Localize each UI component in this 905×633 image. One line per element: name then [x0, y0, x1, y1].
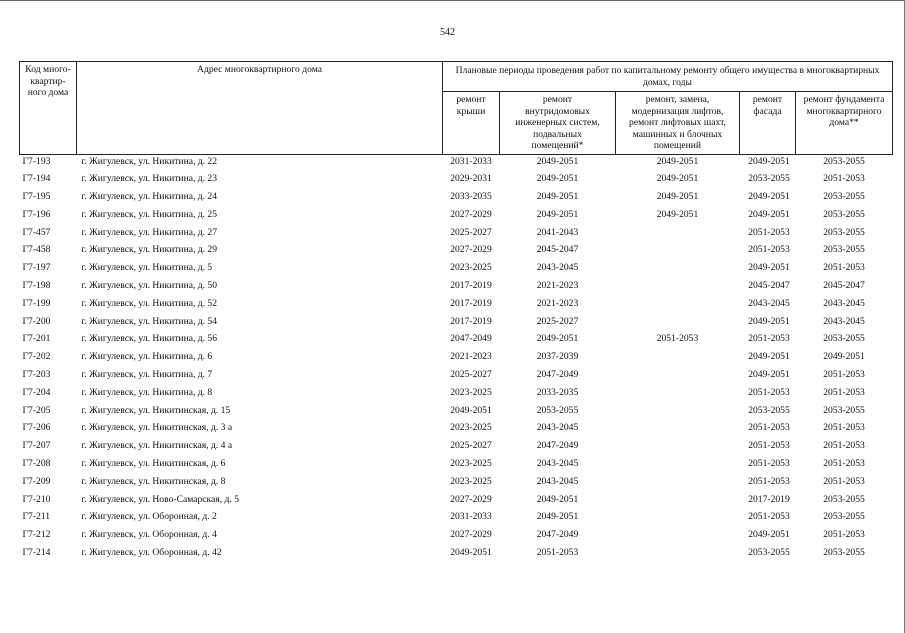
cell-engineering: 2047-2049: [536, 529, 579, 541]
cell-engineering: 2049-2051: [536, 333, 579, 345]
cell-roof: 2049-2051: [450, 547, 492, 559]
cell-engineering: 2045-2047: [536, 244, 579, 256]
cell-roof: 2023-2025: [450, 262, 492, 274]
cell-lifts: [616, 529, 740, 547]
cell-facade: 2051-2053: [748, 475, 790, 487]
table-row: [20, 173, 893, 191]
cell-facade: 2049-2051: [748, 529, 790, 541]
cell-engineering: 2041-2043: [536, 226, 579, 238]
cell-lifts: [616, 316, 740, 334]
cell-engineering: 2053-2055: [536, 404, 579, 416]
cell-engineering: 2043-2045: [536, 458, 579, 470]
cell-facade: 2049-2051: [748, 262, 790, 274]
cell-roof: 2029-2031: [450, 173, 492, 185]
cell-address: г. Жигулевск, ул. Никитина, д. 29: [81, 244, 218, 256]
cell-foundation: 2043-2045: [823, 315, 865, 327]
cell-lifts: 2049-2051: [656, 208, 699, 220]
cell-engineering: 2051-2053: [536, 547, 579, 559]
table-row: [20, 154, 893, 173]
cell-address: г. Жигулевск, ул. Никитинская, д. 15: [81, 404, 231, 416]
cell-foundation: 2051-2053: [823, 529, 865, 541]
cell-lifts: [616, 244, 740, 262]
cell-engineering: 2049-2051: [536, 155, 579, 167]
header-foundation: ремонт фундамента многоквартирного дома**: [796, 92, 893, 155]
cell-roof: 2023-2025: [450, 475, 492, 487]
cell-code: Г7-195: [22, 191, 51, 203]
cell-code: Г7-212: [22, 529, 51, 541]
cell-facade: 2045-2047: [748, 280, 790, 292]
cell-lifts: 2049-2051: [656, 191, 699, 203]
cell-engineering: 2047-2049: [536, 440, 579, 452]
cell-foundation: 2053-2055: [823, 226, 865, 238]
table-row: [20, 262, 893, 280]
cell-address: г. Жигулевск, ул. Никитина, д. 6: [81, 351, 213, 363]
table-row: [20, 298, 893, 316]
cell-foundation: 2053-2055: [823, 547, 865, 559]
cell-facade: 2049-2051: [748, 208, 790, 220]
cell-foundation: 2051-2053: [823, 173, 865, 185]
cell-lifts: [616, 351, 740, 369]
repair-schedule-table: [19, 61, 893, 565]
cell-address: г. Жигулевск, ул. Никитинская, д. 6: [81, 458, 226, 470]
cell-code: Г7-205: [22, 404, 51, 416]
table-row: [20, 316, 893, 334]
cell-foundation: 2051-2053: [823, 458, 865, 470]
cell-address: г. Жигулевск, ул. Никитина, д. 54: [81, 315, 218, 327]
table-header: [20, 62, 893, 155]
cell-engineering: 2049-2051: [536, 208, 579, 220]
cell-address: г. Жигулевск, ул. Никитина, д. 7: [81, 369, 213, 381]
cell-address: г. Жигулевск, ул. Никитина, д. 24: [81, 191, 218, 203]
cell-code: Г7-207: [22, 440, 51, 452]
cell-code: Г7-200: [22, 315, 51, 327]
cell-foundation: 2051-2053: [823, 386, 865, 398]
cell-address: г. Жигулевск, ул. Никитинская, д. 8: [81, 475, 226, 487]
cell-lifts: [616, 422, 740, 440]
cell-code: Г7-199: [22, 297, 51, 309]
cell-foundation: 2053-2055: [823, 155, 865, 167]
cell-engineering: 2043-2045: [536, 475, 579, 487]
cell-foundation: 2051-2053: [823, 475, 865, 487]
cell-lifts: [616, 547, 740, 565]
cell-facade: 2053-2055: [748, 173, 790, 185]
cell-facade: 2017-2019: [748, 493, 790, 505]
cell-engineering: 2047-2049: [536, 369, 579, 381]
cell-roof: 2049-2051: [450, 404, 492, 416]
cell-address: г. Жигулевск, ул. Оборонная, д. 4: [81, 529, 217, 541]
cell-code: Г7-193: [22, 155, 51, 167]
cell-lifts: [616, 262, 740, 280]
cell-facade: 2051-2053: [748, 440, 790, 452]
cell-foundation: 2045-2047: [823, 280, 865, 292]
cell-code: Г7-210: [22, 493, 51, 505]
cell-code: Г7-203: [22, 369, 51, 381]
table-row: [20, 333, 893, 351]
cell-facade: 2049-2051: [748, 315, 790, 327]
cell-code: Г7-198: [22, 280, 51, 292]
cell-foundation: 2053-2055: [823, 511, 865, 523]
table-row: [20, 422, 893, 440]
header-row-top: [20, 62, 893, 92]
cell-code: Г7-204: [22, 386, 51, 398]
cell-roof: 2023-2025: [450, 458, 492, 470]
cell-lifts: 2051-2053: [656, 333, 699, 345]
cell-foundation: 2053-2055: [823, 208, 865, 220]
header-periods-group: Плановые периоды проведения работ по капитальному ремонту общего имущества в многоквартирных домах, годы: [443, 62, 893, 92]
cell-lifts: [616, 280, 740, 298]
cell-facade: 2049-2051: [748, 351, 790, 363]
table-row: [20, 209, 893, 227]
cell-foundation: 2051-2053: [823, 369, 865, 381]
cell-code: Г7-209: [22, 475, 51, 487]
cell-lifts: [616, 369, 740, 387]
cell-address: г. Жигулевск, ул. Ново-Самарская, д. 5: [81, 493, 239, 505]
cell-engineering: 2049-2051: [536, 191, 579, 203]
cell-roof: 2023-2025: [450, 386, 492, 398]
cell-engineering: 2043-2045: [536, 262, 579, 274]
cell-engineering: 2037-2039: [536, 351, 579, 363]
table-row: [20, 547, 893, 565]
page-top-edge: [0, 0, 905, 1]
cell-roof: 2031-2033: [450, 155, 492, 167]
table-row: [20, 511, 893, 529]
cell-foundation: 2053-2055: [823, 244, 865, 256]
cell-engineering: 2033-2035: [536, 386, 579, 398]
cell-foundation: 2051-2053: [823, 440, 865, 452]
header-engineering: ремонт внутридомовых инженерных систем, подвальных помещений*: [500, 92, 616, 155]
cell-lifts: 2049-2051: [656, 155, 699, 167]
page-number: 542: [440, 27, 455, 38]
cell-address: г. Жигулевск, ул. Никитина, д. 5: [81, 262, 213, 274]
cell-lifts: [616, 458, 740, 476]
table-row: [20, 351, 893, 369]
cell-engineering: 2021-2023: [536, 280, 579, 292]
cell-facade: 2051-2053: [748, 422, 790, 434]
cell-engineering: 2049-2051: [536, 493, 579, 505]
cell-facade: 2053-2055: [748, 547, 790, 559]
cell-code: Г7-458: [22, 244, 51, 256]
cell-lifts: [616, 227, 740, 245]
cell-facade: 2049-2051: [748, 155, 790, 167]
cell-code: Г7-202: [22, 351, 51, 363]
cell-facade: 2051-2053: [748, 244, 790, 256]
table-row: [20, 280, 893, 298]
table-row: [20, 191, 893, 209]
cell-facade: 2051-2053: [748, 458, 790, 470]
cell-lifts: [616, 440, 740, 458]
cell-facade: 2051-2053: [748, 226, 790, 238]
header-address: Адрес многоквартирного дома: [77, 62, 443, 155]
cell-foundation: 2051-2053: [823, 422, 865, 434]
header-lifts: ремонт, замена, модернизация лифтов, ремонт лифтовых шахт, машинных и блочных помещений: [616, 92, 740, 155]
cell-engineering: 2049-2051: [536, 511, 579, 523]
cell-lifts: [616, 405, 740, 423]
cell-roof: 2017-2019: [450, 297, 492, 309]
cell-roof: 2021-2023: [450, 351, 492, 363]
table-row: [20, 387, 893, 405]
cell-code: Г7-197: [22, 262, 51, 274]
cell-address: г. Жигулевск, ул. Никитина, д. 27: [81, 226, 218, 238]
cell-engineering: 2021-2023: [536, 297, 579, 309]
cell-code: Г7-201: [22, 333, 51, 345]
cell-lifts: [616, 511, 740, 529]
table-row: [20, 494, 893, 512]
table-body: [20, 154, 893, 565]
cell-foundation: 2043-2045: [823, 297, 865, 309]
cell-code: Г7-194: [22, 173, 51, 185]
cell-engineering: 2043-2045: [536, 422, 579, 434]
table-row: [20, 405, 893, 423]
cell-facade: 2049-2051: [748, 369, 790, 381]
cell-lifts: 2049-2051: [656, 173, 699, 185]
cell-lifts: [616, 387, 740, 405]
cell-address: г. Жигулевск, ул. Никитинская, д. 3 а: [81, 422, 233, 434]
cell-address: г. Жигулевск, ул. Оборонная, д. 42: [81, 547, 222, 559]
cell-roof: 2047-2049: [450, 333, 492, 345]
table-row: [20, 440, 893, 458]
cell-foundation: 2051-2053: [823, 262, 865, 274]
table-row: [20, 369, 893, 387]
cell-roof: 2027-2029: [450, 529, 492, 541]
cell-address: г. Жигулевск, ул. Никитина, д. 56: [81, 333, 218, 345]
cell-code: Г7-214: [22, 547, 51, 559]
cell-roof: 2017-2019: [450, 280, 492, 292]
cell-address: г. Жигулевск, ул. Никитинская, д. 4 а: [81, 440, 233, 452]
cell-address: г. Жигулевск, ул. Никитина, д. 22: [81, 155, 218, 167]
cell-code: Г7-206: [22, 422, 51, 434]
cell-address: г. Жигулевск, ул. Никитина, д. 25: [81, 208, 218, 220]
cell-roof: 2025-2027: [450, 440, 492, 452]
cell-facade: 2053-2055: [748, 404, 790, 416]
cell-foundation: 2053-2055: [823, 333, 865, 345]
cell-roof: 2023-2025: [450, 422, 492, 434]
cell-facade: 2051-2053: [748, 386, 790, 398]
cell-code: Г7-211: [22, 511, 51, 523]
cell-foundation: 2049-2051: [823, 351, 865, 363]
table-row: [20, 476, 893, 494]
cell-address: г. Жигулевск, ул. Никитина, д. 52: [81, 297, 218, 309]
cell-lifts: [616, 476, 740, 494]
cell-roof: 2025-2027: [450, 226, 492, 238]
cell-roof: 2033-2035: [450, 191, 492, 203]
cell-roof: 2031-2033: [450, 511, 492, 523]
cell-code: Г7-208: [22, 458, 51, 470]
cell-facade: 2051-2053: [748, 511, 790, 523]
cell-code: Г7-196: [22, 208, 51, 220]
cell-foundation: 2053-2055: [823, 493, 865, 505]
cell-roof: 2017-2019: [450, 315, 492, 327]
header-facade: ремонт фасада: [740, 92, 796, 155]
header-roof: ремонт крыши: [443, 92, 500, 155]
cell-engineering: 2049-2051: [536, 173, 579, 185]
cell-roof: 2027-2029: [450, 244, 492, 256]
cell-address: г. Жигулевск, ул. Никитина, д. 50: [81, 280, 218, 292]
cell-foundation: 2053-2055: [823, 404, 865, 416]
cell-foundation: 2053-2055: [823, 191, 865, 203]
cell-lifts: [616, 494, 740, 512]
cell-address: г. Жигулевск, ул. Никитина, д. 8: [81, 386, 213, 398]
table-row: [20, 529, 893, 547]
cell-address: г. Жигулевск, ул. Никитина, д. 23: [81, 173, 218, 185]
cell-engineering: 2025-2027: [536, 315, 579, 327]
cell-lifts: [616, 298, 740, 316]
table-row: [20, 244, 893, 262]
cell-roof: 2027-2029: [450, 493, 492, 505]
cell-roof: 2025-2027: [450, 369, 492, 381]
cell-address: г. Жигулевск, ул. Оборонная, д. 2: [81, 511, 217, 523]
table-row: [20, 458, 893, 476]
cell-code: Г7-457: [22, 226, 51, 238]
cell-facade: 2051-2053: [748, 333, 790, 345]
cell-roof: 2027-2029: [450, 208, 492, 220]
cell-facade: 2043-2045: [748, 297, 790, 309]
table-row: [20, 227, 893, 245]
cell-facade: 2049-2051: [748, 191, 790, 203]
header-code: Код много- квартир- ного дома: [20, 62, 77, 155]
